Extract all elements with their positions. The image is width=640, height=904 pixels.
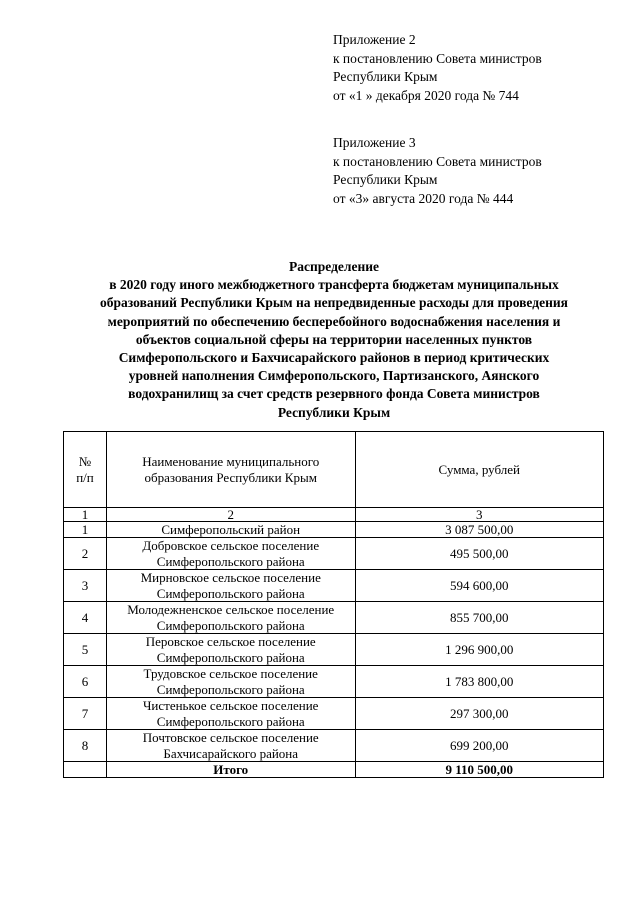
row-sum: 699 200,00	[355, 730, 603, 762]
table-row	[64, 570, 604, 602]
title-line: образований Республики Крым на непредвиденные расходы для проведения	[100, 295, 568, 311]
header-name: Наименование муниципального образования Республики Крым	[106, 432, 355, 508]
row-num: 1	[64, 522, 107, 538]
row-sum: 855 700,00	[355, 602, 603, 634]
table-row	[64, 730, 604, 762]
table-header-row	[64, 432, 604, 508]
row-sum: 1 783 800,00	[355, 666, 603, 698]
table-row	[64, 666, 604, 698]
row-num: 2	[64, 538, 107, 570]
title-line: уровней наполнения Симферопольского, Партизанского, Аянского	[128, 368, 540, 384]
document-title	[60, 258, 608, 422]
row-num: 8	[64, 730, 107, 762]
row-sum: 1 296 900,00	[355, 634, 603, 666]
table-row	[64, 634, 604, 666]
title-line: Республики Крым	[277, 404, 391, 420]
row-name: Добровское сельское поселение Симферопольского района	[106, 538, 355, 570]
title-line: Распределение	[288, 259, 380, 274]
row-name: Почтовское сельское поселение Бахчисарайского района	[106, 730, 355, 762]
row-sum: 495 500,00	[355, 538, 603, 570]
row-name: Молодежненское сельское поселение Симферопольского района	[106, 602, 355, 634]
appendix-2-line-4: от «1 » декабря 2020 года № 744	[333, 87, 519, 103]
row-num: 4	[64, 602, 107, 634]
row-name: Чистенькое сельское поселение Симферопольского района	[106, 698, 355, 730]
appendix-3-line-3: Республики Крым	[333, 172, 438, 187]
appendix-3-block	[333, 134, 542, 208]
column-numbers-row	[64, 508, 604, 522]
title-line: в 2020 году иного межбюджетного трансферта бюджетам муниципальных	[109, 277, 559, 293]
appendix-2-block	[333, 31, 542, 105]
total-label: Итого	[106, 762, 355, 778]
table-row	[64, 538, 604, 570]
header-sum: Сумма, рублей	[355, 432, 603, 508]
column-number: 2	[106, 508, 355, 522]
title-line: водохранилищ за счет средств резервного фонда Совета министров	[128, 386, 540, 402]
appendix-2-line-2: к постановлению Совета министров	[333, 50, 542, 66]
title-line: Симферопольского и Бахчисарайского районов в период критических	[118, 350, 550, 366]
row-num: 3	[64, 570, 107, 602]
total-num-cell	[64, 762, 107, 778]
row-num: 5	[64, 634, 107, 666]
total-row	[64, 762, 604, 778]
row-sum: 3 087 500,00	[355, 522, 603, 538]
row-name: Трудовское сельское поселение Симферопольского района	[106, 666, 355, 698]
total-sum: 9 110 500,00	[355, 762, 603, 778]
appendix-3-line-4: от «3» августа 2020 года № 444	[333, 190, 514, 206]
header-num: № п/п	[64, 432, 107, 508]
appendix-2-line-3: Республики Крым	[333, 69, 438, 84]
column-number: 3	[355, 508, 603, 522]
table-row	[64, 602, 604, 634]
distribution-table	[63, 431, 604, 778]
title-line: объектов социальной сферы на территории населенных пунктов	[135, 331, 533, 347]
table-row	[64, 522, 604, 538]
column-number: 1	[64, 508, 107, 522]
row-num: 6	[64, 666, 107, 698]
row-sum: 594 600,00	[355, 570, 603, 602]
row-name: Перовское сельское поселение Симферопольского района	[106, 634, 355, 666]
table-row	[64, 698, 604, 730]
appendix-3-line-2: к постановлению Совета министров	[333, 153, 542, 169]
row-name: Симферопольский район	[106, 522, 355, 538]
row-num: 7	[64, 698, 107, 730]
title-line: мероприятий по обеспечению бесперебойного водоснабжения населения и	[107, 313, 561, 329]
appendix-3-line-1: Приложение 3	[333, 135, 416, 150]
row-name: Мирновское сельское поселение Симферопольского района	[106, 570, 355, 602]
row-sum: 297 300,00	[355, 698, 603, 730]
appendix-2-line-1: Приложение 2	[333, 32, 416, 47]
